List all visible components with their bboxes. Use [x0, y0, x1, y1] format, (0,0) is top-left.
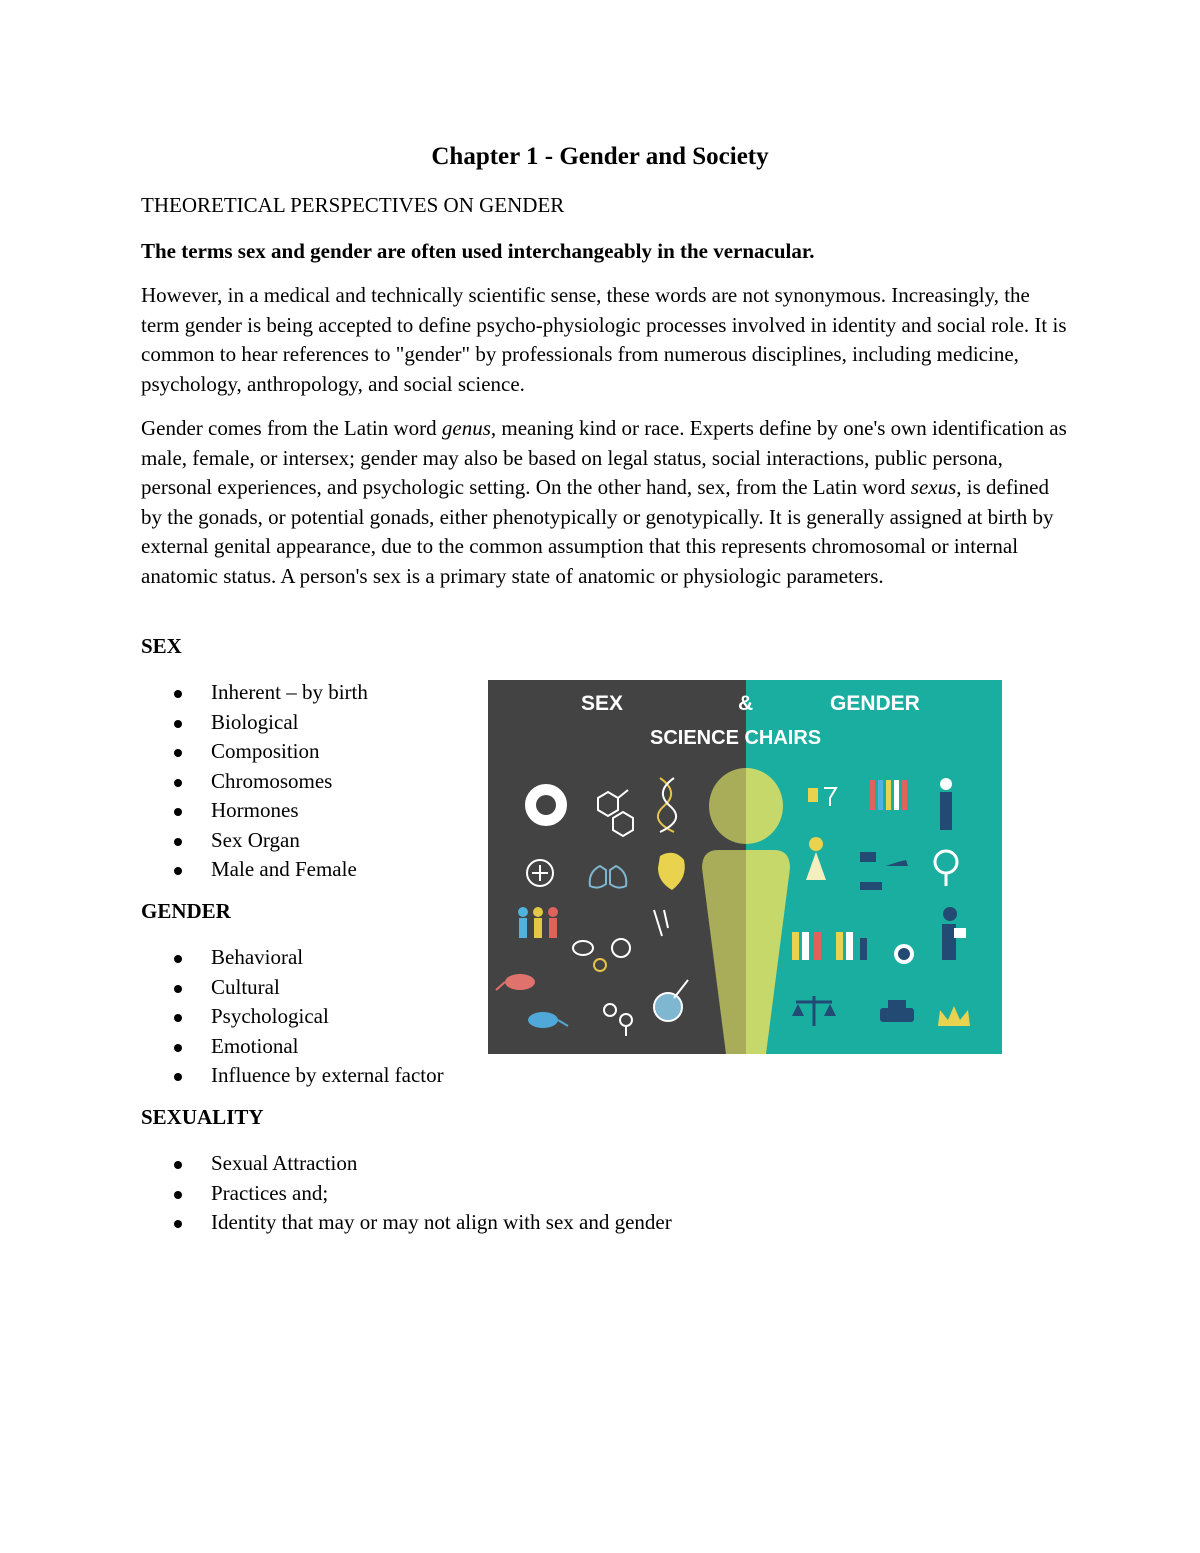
list-item — [141, 737, 368, 767]
paragraph-2-part3: , is defined by the gonads, or potential gonads, either phenotypically or genotypically. It is generally assigned at birth by external genital appearance, due to the common assumption that this represents chromosomal or internal anatomic status. A person's sex is a primary state of anatomic or physiologic parameters. — [141, 475, 1054, 588]
label-sex: SEX — [581, 692, 624, 715]
sexuality-list — [141, 1149, 672, 1238]
list-item — [141, 1061, 444, 1091]
sexuality-heading: SEXUALITY — [141, 1105, 264, 1129]
sailor-icon — [940, 778, 952, 830]
paragraph-2-part2: , meaning kind or race. Experts define by one's own identification as male, female, or intersex; gender may also be based on legal status, social interactions, public persona, personal experiences, and psychologic setting. On the other hand, sex, from the Latin word — [141, 416, 1067, 499]
bullet-icon — [174, 955, 182, 963]
list-item-text: Biological — [211, 709, 299, 734]
paragraph-2 — [141, 414, 1071, 591]
list-item — [141, 1002, 444, 1032]
list-item-text: Hormones — [211, 798, 299, 822]
list-item — [141, 1032, 444, 1062]
bullet-icon — [174, 1073, 182, 1081]
gender-heading: GENDER — [141, 899, 231, 923]
bullet-icon — [174, 749, 182, 757]
list-item — [141, 708, 368, 738]
list-item-text: Cultural — [211, 974, 280, 999]
sex-heading: SEX — [141, 634, 182, 658]
genus-word: genus — [441, 416, 491, 440]
label-ampersand: & — [738, 692, 754, 715]
list-item — [141, 767, 368, 797]
bullet-icon — [174, 867, 182, 875]
paragraph-2-part1: Gender comes from the Latin word — [141, 416, 442, 440]
list-item — [141, 826, 368, 856]
list-item — [141, 943, 444, 973]
bullet-icon — [174, 1161, 182, 1169]
lead-sentence: The terms sex and gender are often used interchangeably in the vernacular. — [141, 239, 815, 263]
list-item-text: Practices and; — [211, 1180, 329, 1205]
sex-gender-infographic — [488, 680, 1002, 1054]
bullet-icon — [174, 985, 182, 993]
list-item — [141, 678, 368, 708]
bullet-icon — [174, 1191, 182, 1199]
bullet-icon — [174, 690, 182, 698]
bullet-icon — [174, 1220, 182, 1228]
list-item-text: Identity that may or may not align with sex and gender — [211, 1210, 672, 1234]
list-item — [141, 855, 368, 885]
gender-list — [141, 943, 444, 1091]
list-item-text: Emotional — [211, 1033, 299, 1058]
list-item-text: Inherent – by birth — [211, 680, 368, 704]
list-item-text: Composition — [211, 739, 320, 763]
list-item-text: Sex Organ — [211, 827, 300, 852]
label-science-chairs: SCIENCE CHAIRS — [650, 727, 822, 749]
list-item-text: Male and Female — [211, 857, 357, 881]
list-item-text: Chromosomes — [211, 768, 333, 793]
sex-list — [141, 678, 368, 885]
list-item-text: Psychological — [211, 1004, 329, 1028]
embryo-icon — [526, 785, 566, 825]
paragraph-1 — [141, 281, 1071, 399]
infographic-svg — [488, 680, 1002, 1054]
bullet-icon — [174, 1014, 182, 1022]
list-item-text: Behavioral — [211, 945, 304, 969]
sexus-word: sexus — [910, 475, 957, 499]
list-item-text: Influence by external factor — [211, 1063, 444, 1087]
label-gender: GENDER — [830, 692, 920, 715]
list-item — [141, 1149, 672, 1179]
bullet-icon — [174, 808, 182, 816]
list-item — [141, 796, 368, 826]
bullet-icon — [174, 838, 182, 846]
globe-icon — [894, 944, 914, 964]
section-heading: THEORETICAL PERSPECTIVES ON GENDER — [141, 193, 565, 217]
bullet-icon — [174, 779, 182, 787]
list-item — [141, 973, 444, 1003]
list-item-text: Sexual Attraction — [211, 1151, 358, 1175]
list-item — [141, 1208, 672, 1238]
paragraph-1-text: However, in a medical and technically scientific sense, these words are not synonymous. Increasingly, the term gender is being accepted to define psycho-physiologic processes involved in identity and social role. It is common to hear references to "gender" by professionals from numerous disciplines, including medicine, psychology, anthropology, and social science. — [141, 283, 1067, 396]
people-icon — [518, 907, 558, 938]
bullet-icon — [174, 720, 182, 728]
bullet-icon — [174, 1044, 182, 1052]
page-title: Chapter 1 - Gender and Society — [431, 143, 769, 170]
list-item — [141, 1179, 672, 1209]
